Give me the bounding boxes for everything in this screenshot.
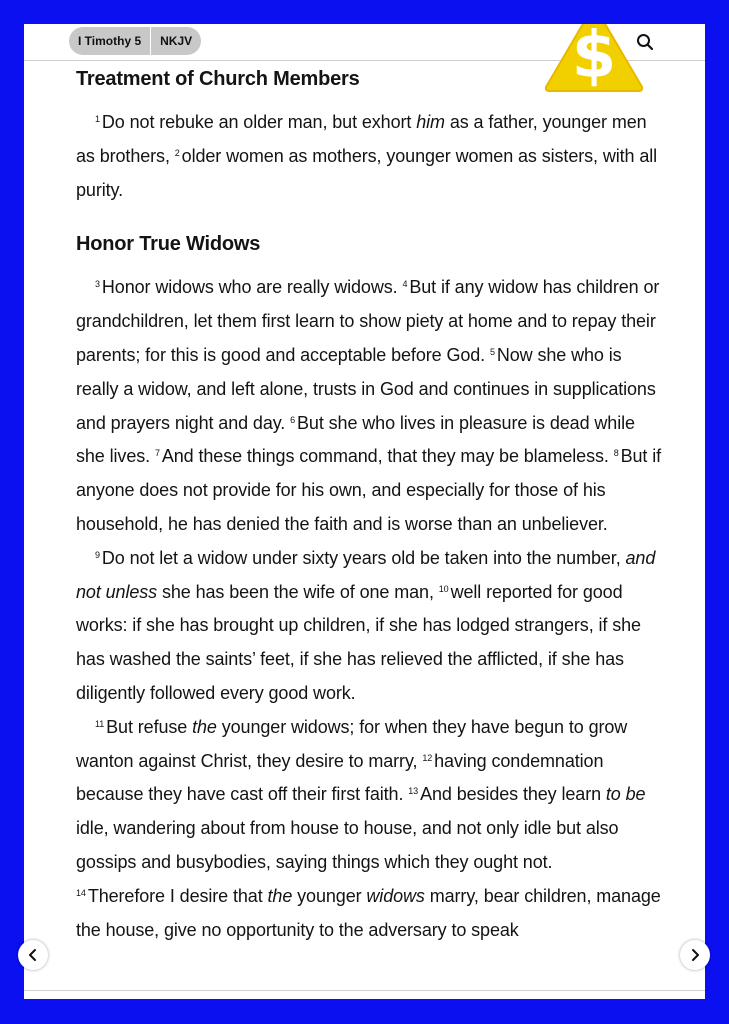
verse-text: Therefore I desire that xyxy=(87,885,268,906)
verse-number: 3 xyxy=(95,279,100,290)
verse-number: 4 xyxy=(402,279,408,290)
verse-text: Do not let a widow under sixty years old be taken into the number, xyxy=(101,547,626,568)
chevron-right-icon xyxy=(689,948,701,962)
verse-text-italic: the xyxy=(192,716,217,737)
verse-number: 11 xyxy=(95,718,105,729)
verse-text: marry, bear children, manage the house, give no opportunity to the adversary to speak xyxy=(76,885,661,940)
verse-text: And these things command, that they may be blameless. xyxy=(161,446,614,467)
verse-text: as a father, younger men as brothers, xyxy=(76,112,647,166)
verse-number: 13 xyxy=(408,786,419,797)
verse-text: well reported for good works: if she has brought up children, if she has lodged strangers, if she has washed the saints’ feet, if she has relieved the afflicted, if she has diligently followed every good work. xyxy=(76,581,641,703)
translation-button[interactable]: NKJV xyxy=(160,34,193,48)
verse-number: 14 xyxy=(76,887,86,898)
paragraph xyxy=(76,106,661,207)
verse-text: And besides they learn xyxy=(420,784,606,805)
verse-number: 2 xyxy=(174,147,180,158)
verse-text: idle, wandering about from house to house, and not only idle but also gossips and busybodies, saying things which they ought not. xyxy=(76,818,619,872)
previous-chapter-button[interactable] xyxy=(18,940,48,970)
verse-text: Honor widows who are really widows. xyxy=(101,277,403,298)
verse-text: Do not rebuke an older man, but exhort xyxy=(101,112,417,132)
verse-number: 10 xyxy=(438,583,449,594)
verse-text-italic: widows xyxy=(366,885,425,906)
chevron-left-icon xyxy=(27,948,39,962)
verse-text: she has been the wife of one man, xyxy=(157,581,439,602)
paragraph xyxy=(76,880,661,948)
verse-number: 5 xyxy=(489,346,495,357)
verse-text-italic: and not unless xyxy=(76,547,656,602)
bottom-divider xyxy=(24,990,705,991)
verse-number: 6 xyxy=(290,414,296,425)
dollar-warning-badge-icon[interactable] xyxy=(542,19,646,93)
verse-text: But refuse xyxy=(106,716,193,737)
verse-text: Now she who is really a widow, and left alone, trusts in God and continues in supplications and prayers night and day. xyxy=(76,344,656,433)
verse-number: 8 xyxy=(613,448,619,459)
section-heading: Honor True Widows xyxy=(76,233,261,256)
verse-text: younger xyxy=(292,885,367,906)
section-heading: Treatment of Church Members xyxy=(76,68,360,90)
verse-number: 9 xyxy=(95,549,100,560)
verse-text: older women as mothers, younger women as sisters, with all purity. xyxy=(76,145,658,200)
reader-page xyxy=(24,19,705,999)
paragraph xyxy=(76,711,661,880)
book-chapter-button[interactable]: I Timothy 5 xyxy=(78,34,142,48)
verse-text: But if any widow has children or grandchildren, let them first learn to show piety at home and to repay their parents; for this is good and acceptable before God. xyxy=(76,277,660,365)
verse-text: But she who lives in pleasure is dead while she lives. xyxy=(76,412,635,467)
next-chapter-button[interactable] xyxy=(680,940,710,970)
chapter-text xyxy=(76,64,661,947)
paragraph xyxy=(76,542,661,711)
verse-text-italic: him xyxy=(416,112,445,132)
verse-number: 1 xyxy=(95,114,100,124)
verse-number: 7 xyxy=(154,448,160,459)
verse-text-italic: the xyxy=(267,885,293,906)
verse-text: having condemnation because they have cast off their first faith. xyxy=(76,750,604,805)
paragraph xyxy=(76,271,661,541)
verse-text: But if anyone does not provide for his own, and especially for those of his household, he has denied the faith and is worse than an unbeliever. xyxy=(76,446,662,534)
verse-text-italic: to be xyxy=(605,784,646,805)
reference-pill xyxy=(69,27,201,55)
badge-symbol: $ xyxy=(571,19,617,93)
verse-text: younger widows; for when they have begun to grow wanton against Christ, they desire to marry, xyxy=(76,716,628,771)
verse-number: 12 xyxy=(422,752,433,763)
